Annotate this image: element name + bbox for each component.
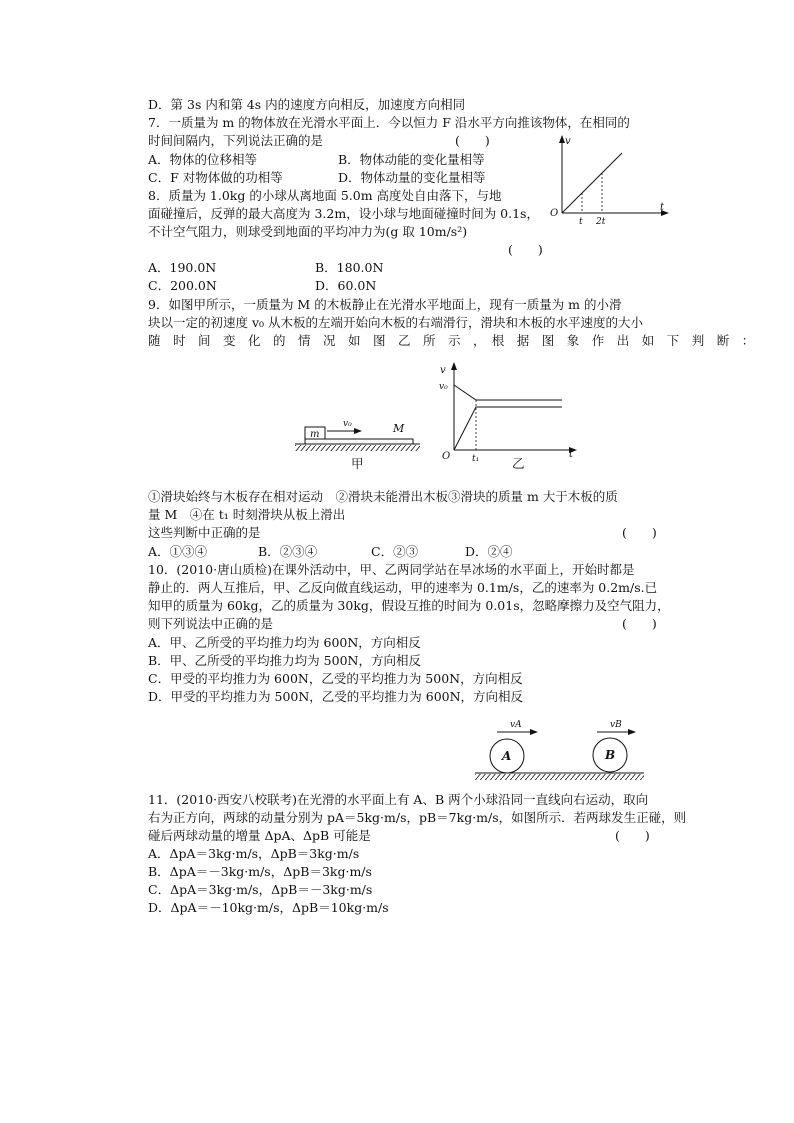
q11-label-a: A (502, 749, 512, 763)
q10-option-d: D．甲受的平均推力为 500N，乙受的平均推力为 600N，方向相反 (148, 689, 524, 704)
q7-answer-paren: ( ) (455, 133, 490, 148)
q11-figure (472, 712, 652, 782)
q9-answer-paren: ( ) (622, 525, 657, 540)
q8-option-c: C．200.0N (148, 278, 217, 293)
q11-answer-paren: ( ) (615, 828, 650, 843)
q9-caption-jia: 甲 (351, 456, 364, 471)
q9-option-b: B．②③④ (258, 544, 318, 559)
q9-yi-origin: O (442, 451, 451, 462)
q10-option-c: C．甲受的平均推力为 600N，乙受的平均推力为 500N，方向相反 (148, 671, 523, 686)
q7-stem-line1: 7．一质量为 m 的物体放在光滑水平面上．今以恒力 F 沿水平方向推该物体，在相同的 (148, 115, 630, 130)
q9-figure-yi (436, 355, 586, 470)
q7-tick-t: t (579, 217, 583, 227)
q8-stem-line3: 不计空气阻力，则球受到地面的平均冲力为(g 取 10m/s²) (148, 224, 468, 239)
q9-label-M: M (393, 422, 405, 435)
q9-judgement-line1: ①滑块始终与木板存在相对运动 ②滑块未能滑出木板③滑块的质量 m 大于木板的质 (148, 489, 618, 504)
q7-stem-line2: 时间间隔内，下列说法正确的是 (148, 133, 324, 148)
q9-board (305, 439, 413, 444)
q10-option-a: A．甲、乙所受的平均推力均为 600N，方向相反 (148, 635, 421, 650)
q7-tick-2t: 2t (596, 217, 606, 227)
q8-option-d: D．60.0N (315, 278, 377, 293)
q9-option-a: A．①③④ (148, 544, 208, 559)
q9-yi-x-label: t (569, 449, 574, 460)
q9-ground-hatch (295, 445, 420, 451)
q11-stem-line3: 碰后两球动量的增量 ΔpA、ΔpB 可能是 (148, 828, 371, 843)
q11-ground-hatch (475, 774, 644, 780)
q10-stem-line4: 则下列说法中正确的是 (148, 616, 274, 631)
q11-label-b: B (605, 748, 616, 762)
q9-yi-y-label: v (440, 365, 446, 376)
q9-yi-t1: t₁ (472, 454, 480, 464)
q11-option-d: D．ΔpA＝－10kg·m/s，ΔpB＝10kg·m/s (148, 900, 389, 915)
q8-stem-line2: 面碰撞后，反弹的最大高度为 3.2m，设小球与地面碰撞时间为 0.1s， (148, 206, 539, 221)
q8-option-a: A．190.0N (148, 260, 217, 275)
q9-stem-line2: 块以一定的初速度 v₀ 从木板的左端开始向木板的右端滑行，滑块和木板的水平速度的大小 (148, 315, 644, 330)
q9-board-curve (454, 407, 562, 450)
q9-stem-line1: 9．如图甲所示，一质量为 M 的木板静止在光滑水平地面上，现有一质量为 m 的小滑 (148, 297, 622, 312)
q9-label-m: m (310, 429, 320, 440)
q7-v-line (562, 153, 622, 213)
q9-yi-v0: v₀ (439, 382, 448, 392)
q8-option-b: B．180.0N (315, 260, 384, 275)
q7-y-label: v (565, 136, 571, 147)
q11-label-vA: vA (510, 720, 522, 730)
q10-stem-line2: 静止的．两人互推后，甲、乙反向做直线运动，甲的速率为 0.1m/s，乙的速率为 0.2m/s.已 (148, 580, 658, 595)
q7-origin: O (550, 208, 559, 219)
q7-option-a: A．物体的位移相等 (148, 152, 258, 167)
q8-stem-line1: 8．质量为 1.0kg 的小球从离地面 5.0m 高度处自由落下，与地 (148, 188, 502, 203)
q7-option-b: B．物体动能的变化量相等 (338, 152, 485, 167)
q11-option-c: C．ΔpA＝3kg·m/s，ΔpB＝－3kg·m/s (148, 882, 373, 897)
q10-option-b: B．甲、乙所受的平均推力均为 500N，方向相反 (148, 653, 421, 668)
q9-stem-line3: 随 时 间 变 化 的 情 况 如 图 乙 所 示 ， 根 据 图 象 作 出 如 下 判 断 ： (148, 333, 755, 348)
q11-stem-line1: 11．(2010·西安八校联考)在光滑的水平面上有 A、B 两个小球沿同一直线向右运动，取向 (148, 792, 649, 807)
q9-caption-yi: 乙 (512, 456, 525, 471)
q10-stem-line3: 知甲的质量为 60kg，乙的质量为 30kg，假设互推的时间为 0.01s，忽略摩擦力及空气阻力， (148, 598, 670, 613)
q8-answer-paren: ( ) (508, 242, 543, 257)
q9-option-d: D．②④ (465, 544, 513, 559)
q11-option-a: A．ΔpA＝3kg·m/s，ΔpB＝3kg·m/s (148, 846, 360, 861)
q6-option-d: D．第 3s 内和第 4s 内的速度方向相反，加速度方向相同 (148, 97, 466, 112)
q11-option-b: B．ΔpA＝－3kg·m/s，ΔpB＝3kg·m/s (148, 864, 372, 879)
q9-slider-curve (454, 385, 562, 400)
q7-vt-graph (540, 128, 680, 228)
q11-stem-line2: 右为正方向，两球的动量分别为 pA＝5kg·m/s，pB＝7kg·m/s，如图所示．若两球发生正碰，则 (148, 810, 687, 825)
q11-label-vB: vB (610, 720, 622, 730)
q7-x-label: t (660, 202, 665, 213)
q10-stem-line1: 10．(2010·唐山质检)在课外活动中，甲、乙两同学站在旱冰场的水平面上，开始时都是 (148, 562, 635, 577)
q9-judgement-line2: 量 M ④在 t₁ 时刻滑块从板上滑出 (148, 507, 346, 522)
q9-question: 这些判断中正确的是 (148, 525, 261, 540)
q9-option-c: C．②③ (371, 544, 419, 559)
q9-label-v0: v₀ (343, 419, 352, 429)
q7-option-d: D．物体动量的变化量相等 (338, 170, 486, 185)
q10-answer-paren: ( ) (622, 616, 657, 631)
q7-option-c: C．F 对物体做的功相等 (148, 170, 283, 185)
